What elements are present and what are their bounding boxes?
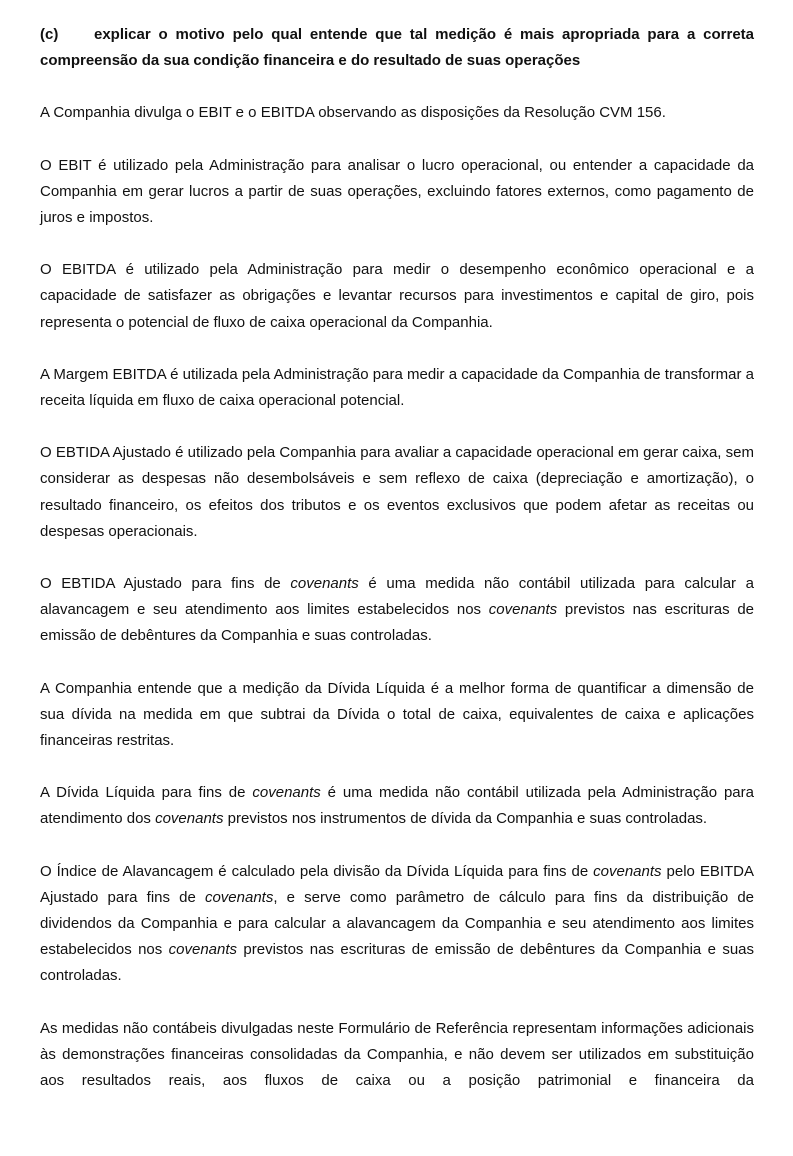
paragraph-text: A Companhia divulga o EBIT e o EBITDA observando as disposições da Resolução CVM 156. <box>40 104 666 122</box>
paragraph <box>40 780 754 832</box>
document-page <box>40 22 754 1120</box>
italic-term: covenants <box>168 941 238 959</box>
paragraph <box>40 257 754 336</box>
paragraph-text: A Companhia entende que a medição da Dívida Líquida é a melhor forma de quantificar a dimensão de sua dívida na medida em que subtrai da Dívida o total de caixa, equivalentes de caixa e aplicações financeiras restritas. <box>40 679 754 750</box>
paragraph-text: é uma medida não contábil utilizada para calcular a alavancagem e seu atendimento aos limites estabelecidos nos <box>40 575 754 619</box>
italic-term: covenants <box>204 888 274 906</box>
italic-term: covenants <box>593 862 662 880</box>
italic-term: covenants <box>290 575 359 593</box>
italic-term: covenants <box>155 810 224 828</box>
paragraph <box>40 1016 754 1095</box>
paragraph-text: As medidas não contábeis divulgadas neste Formulário de Referência representam informações adicionais às demonstrações financeiras consolidadas da Companhia, e não devem ser utilizados em substituição aos resultados reais, aos fluxos de caixa ou a posição patrimonial e financeira da <box>40 1019 754 1090</box>
italic-term: covenants <box>488 601 558 619</box>
paragraph <box>40 571 754 650</box>
paragraph-text: previstos nas escrituras de emissão de debêntures da Companhia e suas controladas. <box>40 601 755 645</box>
paragraph-text: previstos nas escrituras de emissão de debêntures da Companhia e suas controladas. <box>40 941 755 985</box>
document-body <box>40 100 754 1094</box>
paragraph <box>40 676 754 755</box>
paragraph-text: O EBITDA é utilizado pela Administração para medir o desempenho econômico operacional e a capacidade de satisfazer as obrigações e levantar recursos para investimentos e capital de giro, pois representa o potencial de fluxo de caixa operacional da Companhia. <box>40 261 754 331</box>
paragraph-text: , e serve como parâmetro de cálculo para fins da distribuição de dividendos da Companhia e para calcular a alavancagem da Companhia e seu atendimento aos limites estabelecidos nos <box>40 888 754 959</box>
italic-term: covenants <box>252 784 321 802</box>
paragraph <box>40 859 754 990</box>
paragraph-text: O EBTIDA Ajustado para fins de <box>40 575 291 593</box>
paragraph-text: O Índice de Alavancagem é calculado pela divisão da Dívida Líquida para fins de <box>40 862 594 880</box>
paragraph-text: O EBTIDA Ajustado é utilizado pela Companhia para avaliar a capacidade operacional em gerar caixa, sem considerar as despesas não desembolsáveis e sem reflexo de caixa (depreciação e amortização), o resultado financeiro, os efeitos dos tributos e os eventos exclusivos que podem afetar as receitas ou despesas operacionais. <box>40 444 754 540</box>
paragraph-text: A Dívida Líquida para fins de <box>40 784 253 802</box>
paragraph <box>40 100 754 126</box>
paragraph <box>40 153 754 232</box>
paragraph-text: O EBIT é utilizado pela Administração para analisar o lucro operacional, ou entender a capacidade da Companhia em gerar lucros a partir de suas operações, excluindo fatores externos, como pagamento de juros e impostos. <box>40 156 754 227</box>
section-label: (c) <box>40 26 59 43</box>
paragraph-text: A Margem EBITDA é utilizada pela Administração para medir a capacidade da Companhia de transformar a receita líquida em fluxo de caixa operacional potencial. <box>40 365 754 410</box>
paragraph <box>40 362 754 414</box>
section-heading-text: explicar o motivo pelo qual entende que tal medição é mais apropriada para a correta compreensão da sua condição financeira e do resultado de suas operações <box>40 26 754 70</box>
paragraph <box>40 440 754 545</box>
section-heading <box>40 22 754 74</box>
paragraph-text: pelo EBITDA Ajustado para fins de <box>40 862 755 906</box>
paragraph-text: é uma medida não contábil utilizada pela Administração para atendimento dos <box>40 784 754 828</box>
paragraph-text: previstos nos instrumentos de dívida da Companhia e suas controladas. <box>223 810 708 828</box>
